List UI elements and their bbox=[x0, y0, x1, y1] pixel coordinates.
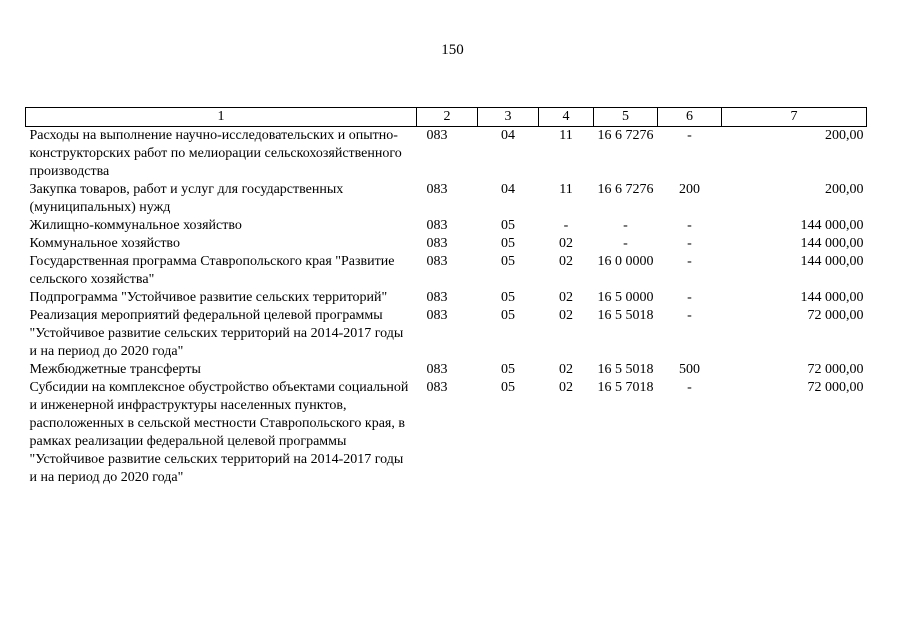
row-amount: 72 000,00 bbox=[807, 380, 864, 395]
row-section: 04 bbox=[501, 128, 515, 143]
row-name: Подпрограмма "Устойчивое развитие сельских территорий" bbox=[29, 290, 388, 305]
header-col-4: 4 bbox=[539, 108, 594, 127]
row-amount: 144 000,00 bbox=[800, 218, 864, 233]
row-expense-type: - bbox=[687, 290, 692, 305]
row-target-article: - bbox=[623, 218, 628, 233]
row-section: 05 bbox=[501, 380, 515, 395]
table-row bbox=[26, 361, 867, 379]
row-amount: 72 000,00 bbox=[807, 362, 864, 377]
row-name: Субсидии на комплексное обустройство объектами социальной и инженерной инфраструктуры населенных пунктов, расположенных в сельской местности Ставропольского края, в рамках реализации федеральной целевой программы "Устойчивое развитие сельских территорий на 2014-2017 годы и на период до 2020 года" bbox=[29, 380, 409, 485]
header-col-3: 3 bbox=[478, 108, 539, 127]
row-ministry-code: 083 bbox=[426, 290, 448, 305]
row-section: 04 bbox=[501, 182, 515, 197]
row-expense-type: - bbox=[687, 236, 692, 251]
row-ministry-code: 083 bbox=[426, 362, 448, 377]
table-row bbox=[26, 217, 867, 235]
header-col-7: 7 bbox=[722, 108, 867, 127]
row-amount: 144 000,00 bbox=[800, 236, 864, 251]
header-col-5: 5 bbox=[594, 108, 658, 127]
row-ministry-code: 083 bbox=[426, 236, 448, 251]
row-subsection: 11 bbox=[559, 182, 573, 197]
row-amount: 144 000,00 bbox=[800, 290, 864, 305]
row-ministry-code: 083 bbox=[426, 308, 448, 323]
row-section: 05 bbox=[501, 254, 515, 269]
row-section: 05 bbox=[501, 218, 515, 233]
page-number: 150 bbox=[441, 42, 464, 58]
header-col-6: 6 bbox=[658, 108, 722, 127]
row-name: Коммунальное хозяйство bbox=[29, 236, 180, 251]
table-row bbox=[26, 127, 867, 182]
row-subsection: 11 bbox=[559, 128, 573, 143]
row-subsection: 02 bbox=[559, 290, 573, 305]
row-section: 05 bbox=[501, 362, 515, 377]
row-target-article: 16 6 7276 bbox=[597, 182, 654, 197]
row-name: Расходы на выполнение научно-исследовательских и опытно-конструкторских работ по мелиорации сельскохозяйственного производства bbox=[29, 128, 402, 179]
row-ministry-code: 083 bbox=[426, 254, 448, 269]
row-expense-type: - bbox=[687, 380, 692, 395]
row-name: Межбюджетные трансферты bbox=[29, 362, 201, 377]
row-ministry-code: 083 bbox=[426, 128, 448, 143]
row-expense-type: - bbox=[687, 218, 692, 233]
row-name: Государственная программа Ставропольского края "Развитие сельского хозяйства" bbox=[29, 254, 395, 287]
row-section: 05 bbox=[501, 308, 515, 323]
table-row bbox=[26, 379, 867, 487]
row-expense-type: - bbox=[687, 254, 692, 269]
row-amount: 200,00 bbox=[825, 182, 864, 197]
table-row bbox=[26, 181, 867, 217]
row-target-article: 16 5 5018 bbox=[597, 362, 654, 377]
row-amount: 200,00 bbox=[825, 128, 864, 143]
row-section: 05 bbox=[501, 236, 515, 251]
row-subsection: - bbox=[563, 218, 569, 233]
row-expense-type: 200 bbox=[679, 182, 700, 197]
row-target-article: 16 6 7276 bbox=[597, 128, 654, 143]
header-col-1: 1 bbox=[26, 108, 417, 127]
row-subsection: 02 bbox=[559, 380, 573, 395]
row-subsection: 02 bbox=[559, 362, 573, 377]
row-name: Закупка товаров, работ и услуг для государственных (муниципальных) нужд bbox=[29, 182, 344, 215]
row-name: Реализация мероприятий федеральной целевой программы "Устойчивое развитие сельских территорий на 2014-2017 годы и на период до 2020 года" bbox=[29, 308, 404, 359]
row-target-article: 16 5 0000 bbox=[597, 290, 654, 305]
row-name: Жилищно-коммунальное хозяйство bbox=[29, 218, 242, 233]
budget-table bbox=[25, 107, 867, 487]
row-subsection: 02 bbox=[559, 308, 573, 323]
header-col-2: 2 bbox=[417, 108, 478, 127]
row-expense-type: 500 bbox=[679, 362, 700, 377]
row-ministry-code: 083 bbox=[426, 182, 448, 197]
table-row bbox=[26, 307, 867, 361]
row-expense-type: - bbox=[687, 308, 692, 323]
row-expense-type: - bbox=[687, 128, 692, 143]
row-section: 05 bbox=[501, 290, 515, 305]
row-subsection: 02 bbox=[559, 236, 573, 251]
row-amount: 144 000,00 bbox=[800, 254, 864, 269]
table-row bbox=[26, 235, 867, 253]
row-target-article: - bbox=[623, 236, 628, 251]
row-ministry-code: 083 bbox=[426, 380, 448, 395]
row-target-article: 16 5 7018 bbox=[597, 380, 654, 395]
table-row bbox=[26, 253, 867, 289]
row-target-article: 16 5 5018 bbox=[597, 308, 654, 323]
row-subsection: 02 bbox=[559, 254, 573, 269]
row-ministry-code: 083 bbox=[426, 218, 448, 233]
header-row bbox=[26, 108, 867, 127]
table-row bbox=[26, 289, 867, 307]
row-amount: 72 000,00 bbox=[807, 308, 864, 323]
row-target-article: 16 0 0000 bbox=[597, 254, 654, 269]
